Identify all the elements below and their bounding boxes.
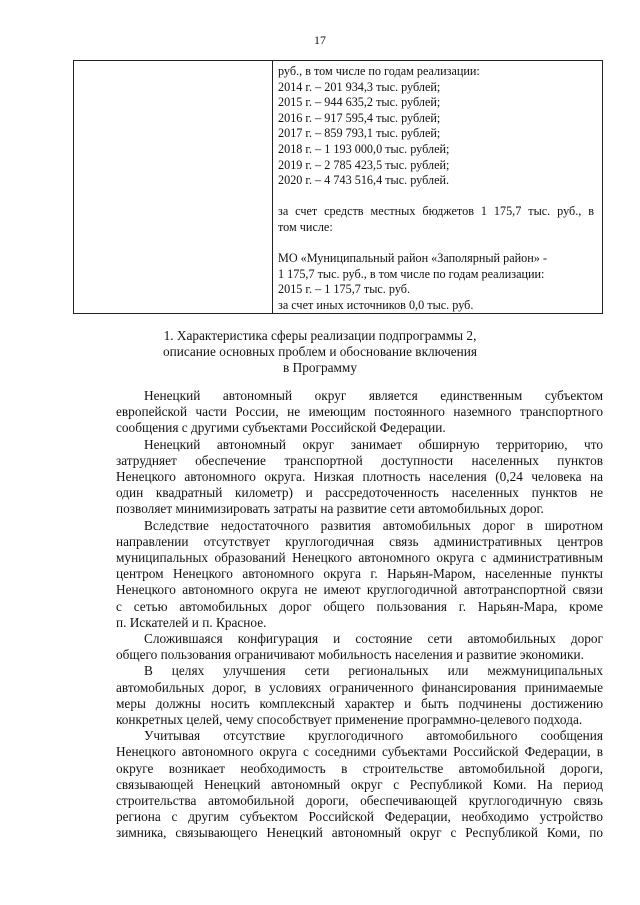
heading-line: 1. Характеристика сферы реализации подпрограммы 2,	[163, 328, 477, 343]
paragraph-line: Ненецкого автономного округа не имеют круглогодичной автотранспортной связи	[116, 582, 603, 598]
paragraph-line: меры должны носить комплексный характер и быть подчинены достижению	[116, 695, 603, 711]
section-heading	[0, 328, 640, 376]
paragraph-line: Ненецкий автономный округ занимает обширную территорию, что	[144, 436, 603, 452]
paragraph-line: направлении отсутствует круглогодичная связь административных центров	[116, 533, 603, 549]
paragraph-line: общего пользования ограничивают мобильность населения и развитие экономики.	[116, 647, 584, 663]
paragraph-line: строительства автомобильной дороги, обеспечивающей круглогодичную связь	[116, 793, 603, 809]
paragraph-line: Вследствие недостаточного развития автомобильных дорог в широтном	[144, 517, 603, 533]
heading-line: в Программу	[283, 360, 357, 375]
paragraph-line: Ненецкого автономного округа. Низкая плотность населения (0,24 человека на	[116, 469, 603, 485]
paragraph-line: европейской части России, не имеющим постоянного наземного транспортного	[116, 404, 603, 420]
table-left-cell	[73, 61, 273, 313]
funding-line-2017: 2017 г. – 859 793,1 тыс. рублей;	[278, 126, 441, 141]
municipality-line: МО «Муниципальный район «Заполярный район» -	[278, 251, 547, 266]
paragraph-line: Ненецкий автономный округ является единственным субъектом	[144, 388, 603, 403]
paragraph-line: Учитывая отсутствие круглогодичного автомобильного сообщения	[144, 728, 603, 744]
funding-line: руб., в том числе по годам реализации:	[278, 64, 480, 78]
paragraph-line: сообщения с другими субъектами Российской Федерации.	[116, 420, 446, 436]
paragraph-line: один квадратный километр) и рассредоточенность населенных пунктов не	[116, 485, 603, 501]
funding-line-2020: 2020 г. – 4 743 516,4 тыс. рублей.	[278, 173, 450, 188]
funding-line-2019: 2019 г. – 2 785 423,5 тыс. рублей;	[278, 157, 450, 172]
paragraph-line: автомобильных дорог, в условиях ограниченного финансирования принимаемые	[116, 679, 603, 695]
paragraph-line: связывающей Ненецкий автономный округ с Республикой Коми. На период	[116, 776, 603, 792]
other-sources-line: за счет иных источников 0,0 тыс. руб.	[278, 297, 474, 312]
funding-line-2016: 2016 г. – 917 595,4 тыс. рублей;	[278, 110, 441, 125]
page-number: 17	[314, 33, 326, 47]
paragraph-line: с сетью автомобильных дорог общего пользования г. Нарьян-Мара, кроме	[116, 598, 603, 614]
paragraph-line: региона с другим субъектом Российской Федерации, необходимо устройство	[116, 809, 603, 825]
paragraph-line: центром Ненецкого автономного округа г. Нарьян-Маром, населенные пункты	[116, 566, 603, 582]
paragraph-line: В целях улучшения сети региональных или межмуниципальных	[144, 663, 603, 679]
funding-line-2018: 2018 г. – 1 193 000,0 тыс. рублей;	[278, 141, 450, 156]
paragraph-line: конкретных целей, чему способствует применение программно-целевого подхода.	[116, 712, 583, 728]
municipality-2015-line: 2015 г. – 1 175,7 тыс. руб.	[278, 282, 411, 297]
paragraph-line: округе возникает необходимость в строительстве автомобильной дороги,	[116, 760, 603, 776]
municipality-amount-line: 1 175,7 тыс. руб., в том числе по годам реализации:	[278, 266, 545, 281]
paragraph-line: зимника, связывающего Ненецкий автономный округ с Республикой Коми, по	[116, 825, 603, 841]
funding-table	[73, 60, 603, 314]
paragraph-line: Сложившаяся конфигурация и состояние сети автомобильных дорог	[144, 631, 603, 647]
paragraph-line: п. Искателей и п. Красное.	[116, 614, 267, 630]
table-right-cell	[272, 61, 603, 313]
paragraph-line: позволяет минимизировать затраты на развитие сети автомобильных дорог.	[116, 501, 544, 517]
local-budget-line: за счет средств местных бюджетов 1 175,7 тыс. руб., в	[278, 204, 594, 219]
paragraph-line: Ненецкого автономного округа с соседними субъектами Российской Федерации, в	[116, 744, 603, 760]
funding-details	[278, 64, 594, 314]
funding-line-2015: 2015 г. – 944 635,2 тыс. рублей;	[278, 95, 441, 110]
heading-line: описание основных проблем и обоснование включения	[162, 344, 478, 359]
section-body	[116, 388, 603, 842]
local-budget-line-cont: том числе:	[278, 219, 333, 234]
funding-line-2014: 2014 г. – 201 934,3 тыс. рублей;	[278, 79, 441, 94]
paragraph-line: затрудняет обеспечение транспортной доступности населенных пунктов	[116, 452, 603, 468]
paragraph-line: муниципальных образований Ненецкого автономного округа с административным	[116, 550, 603, 566]
